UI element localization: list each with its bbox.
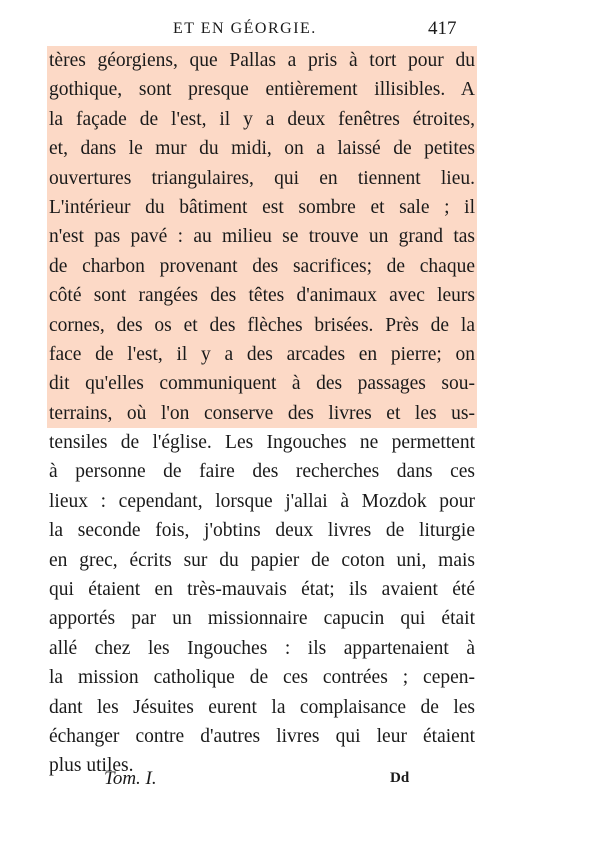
running-head: ET EN GÉORGIE. xyxy=(173,20,317,37)
text-line: la façade de l'est, il y a deux fenêtres étroites, xyxy=(47,105,477,134)
text-line: n'est pas pavé : au milieu se trouve un grand tas xyxy=(47,222,477,251)
text-line: échanger contre d'autres livres qui leur étaient xyxy=(49,725,475,747)
text-line: dant les Jésuites eurent la complaisance de les xyxy=(49,696,475,718)
text-line: dit qu'elles communiquent à des passages sou- xyxy=(47,369,477,398)
text-line: et, dans le mur du midi, on a laissé de petites xyxy=(47,134,477,163)
text-line: lieux : cependant, lorsque j'allai à Mozdok pour xyxy=(49,490,475,512)
text-line: ouvertures triangulaires, qui en tiennent lieu. xyxy=(47,164,477,193)
text-line: plus utiles. xyxy=(49,755,134,777)
text-line: tères géorgiens, que Pallas a pris à tort pour du xyxy=(47,46,477,75)
text-line: L'intérieur du bâtiment est sombre et sale ; il xyxy=(47,193,477,222)
text-line: de charbon provenant des sacrifices; de chaque xyxy=(47,252,477,281)
body-text xyxy=(47,46,477,781)
text-line: terrains, où l'on conserve des livres et les us- xyxy=(47,399,477,428)
text-line: la seconde fois, j'obtins deux livres de liturgie xyxy=(49,520,475,542)
text-line: allé chez les Ingouches : ils appartenaient à xyxy=(49,637,475,659)
text-line: la mission catholique de ces contrées ; cepen- xyxy=(49,667,475,689)
page-header xyxy=(0,18,600,42)
text-line: côté sont rangées des têtes d'animaux avec leurs xyxy=(47,281,477,310)
text-line: gothique, sont presque entièrement illisibles. A xyxy=(47,75,477,104)
volume-label: Tom. I. xyxy=(104,768,157,789)
text-line: face de l'est, il y a des arcades en pierre; on xyxy=(47,340,477,369)
text-line: apportés par un missionnaire capucin qui était xyxy=(49,608,475,630)
page-number: 417 xyxy=(428,18,457,39)
page-footer xyxy=(0,768,600,798)
signature-mark: Dd xyxy=(390,770,410,786)
text-line: à personne de faire des recherches dans ces xyxy=(49,461,475,483)
text-line: qui étaient en très-mauvais état; ils avaient été xyxy=(49,579,475,601)
text-line: cornes, des os et des flèches brisées. Près de la xyxy=(47,311,477,340)
text-line: tensiles de l'église. Les Ingouches ne permettent xyxy=(49,432,475,454)
text-line: en grec, écrits sur du papier de coton uni, mais xyxy=(49,549,475,571)
